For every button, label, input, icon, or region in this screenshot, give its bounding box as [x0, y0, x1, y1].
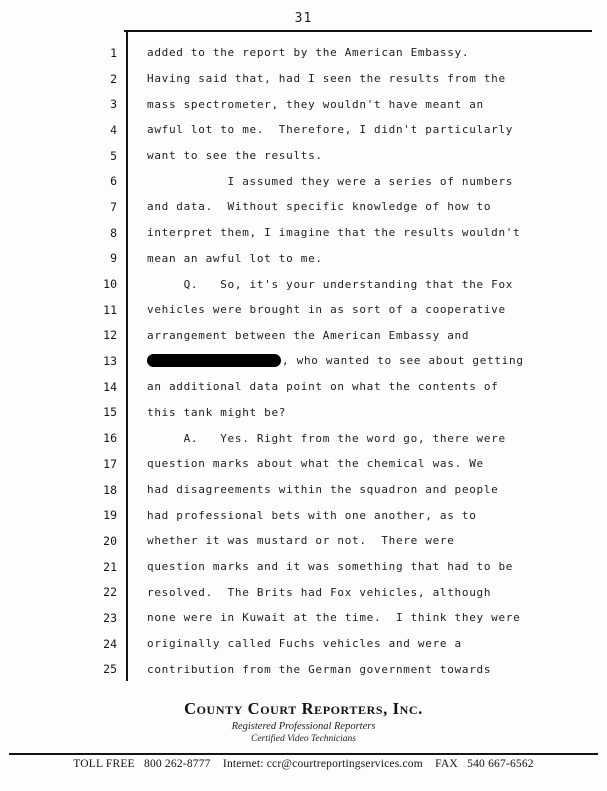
transcript-line: [0, 194, 607, 220]
line-number: 7: [110, 199, 117, 214]
transcript-line: [0, 477, 607, 503]
redaction-mark: [147, 354, 281, 367]
line-number: 8: [110, 225, 117, 240]
line-number: 3: [110, 97, 117, 112]
line-number: 14: [103, 379, 117, 394]
page-number: 31: [294, 11, 313, 26]
transcript-line: [0, 425, 607, 451]
line-number: 12: [103, 328, 117, 343]
top-rule: [124, 30, 592, 32]
line-number: 24: [103, 636, 117, 651]
footer-contact-line: TOLL FREE 800 262-8777 Internet: ccr@courtreportingservices.com FAX 540 667-6562: [73, 758, 534, 770]
transcript-line: [0, 143, 607, 169]
transcript-line: [0, 348, 607, 374]
transcript-line: [0, 374, 607, 400]
transcript-line: [0, 91, 607, 117]
line-text: , who wanted to see about getting: [147, 354, 524, 368]
line-number: 2: [110, 71, 117, 86]
transcript-line: [0, 40, 607, 66]
line-number: 23: [103, 610, 117, 625]
transcript-line: [0, 66, 607, 92]
line-number: 9: [110, 251, 117, 266]
transcript-line: [0, 579, 607, 605]
line-number: 22: [103, 585, 117, 600]
line-number: 10: [103, 277, 117, 292]
line-number: 20: [103, 533, 117, 548]
line-number: 21: [103, 559, 117, 574]
line-number: 15: [103, 405, 117, 420]
line-text: vehicles were brought in as sort of a cooperative: [147, 303, 506, 317]
transcript-line: [0, 246, 607, 272]
line-number: 25: [103, 662, 117, 677]
footer-subtitle-technicians: Certified Video Technicians: [250, 734, 356, 744]
line-text: awful lot to me. Therefore, I didn't particularly: [147, 123, 514, 137]
transcript-line: [0, 271, 607, 297]
transcript-line: [0, 554, 607, 580]
line-text: this tank might be?: [147, 405, 287, 419]
line-text: added to the report by the American Embassy.: [147, 46, 470, 60]
line-text: had professional bets with one another, as to: [147, 508, 477, 522]
line-number: 5: [110, 148, 117, 163]
line-text: contribution from the German government towards: [147, 662, 492, 676]
line-text: question marks and it was something that had to be: [147, 560, 514, 574]
transcript-line: [0, 657, 607, 683]
line-text: Having said that, had I seen the results from the: [147, 72, 506, 86]
transcript-line: [0, 117, 607, 143]
transcript-line: [0, 400, 607, 426]
line-number: 4: [110, 122, 117, 137]
line-text: mean an awful lot to me.: [147, 251, 323, 265]
line-text: an additional data point on what the contents of: [147, 380, 499, 394]
transcript-line: [0, 631, 607, 657]
line-text: resolved. The Brits had Fox vehicles, although: [147, 585, 492, 599]
line-text: A. Yes. Right from the word go, there were: [147, 431, 506, 445]
line-number: 13: [103, 354, 117, 369]
line-number: 17: [103, 456, 117, 471]
line-text: I assumed they were a series of numbers: [147, 174, 514, 188]
footer-company-name: County Court Reporters, Inc.: [184, 699, 423, 718]
line-text: want to see the results.: [147, 149, 323, 163]
line-text: mass spectrometer, they wouldn't have meant an: [147, 97, 484, 111]
transcript-line: [0, 528, 607, 554]
line-text: question marks about what the chemical was. We: [147, 457, 484, 471]
footer-subtitle-reporters: Registered Professional Reporters: [231, 721, 376, 732]
line-number: 6: [110, 174, 117, 189]
transcript-line: [0, 168, 607, 194]
footer-rule: [9, 753, 598, 755]
transcript-line: [0, 297, 607, 323]
transcript-line: [0, 502, 607, 528]
line-number: 19: [103, 508, 117, 523]
line-text: originally called Fuchs vehicles and were a: [147, 637, 462, 651]
line-number: 16: [103, 431, 117, 446]
line-number: 1: [110, 45, 117, 60]
transcript-line: [0, 220, 607, 246]
line-text: had disagreements within the squadron and people: [147, 483, 499, 497]
line-text: arrangement between the American Embassy and: [147, 328, 470, 342]
line-text: interpret them, I imagine that the results wouldn't: [147, 226, 521, 240]
line-number: 18: [103, 482, 117, 497]
line-text: whether it was mustard or not. There were: [147, 534, 455, 548]
transcript-body: [0, 40, 607, 682]
transcript-line: [0, 605, 607, 631]
line-number: 11: [103, 302, 117, 317]
transcript-line: [0, 451, 607, 477]
line-text: none were in Kuwait at the time. I think they were: [147, 611, 521, 625]
line-text: Q. So, it's your understanding that the Fox: [147, 277, 514, 291]
line-text: and data. Without specific knowledge of how to: [147, 200, 492, 214]
transcript-line: [0, 323, 607, 349]
